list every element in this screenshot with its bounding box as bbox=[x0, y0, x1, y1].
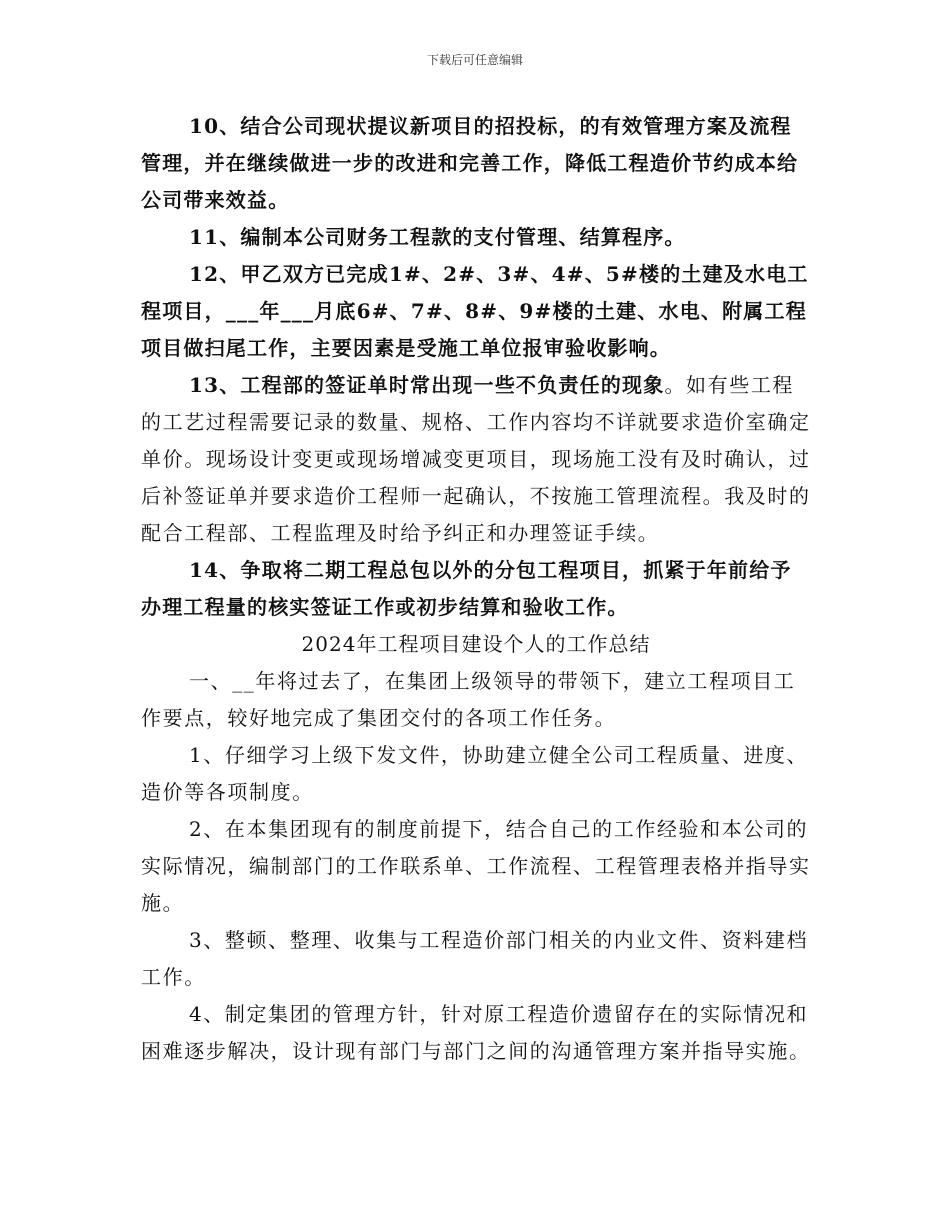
paragraph-item-13-rest: 。如有些工程的工艺过程需要记录的数量、规格、工作内容均不详就要求造价室确定单价。现场设计变更或现场增减变更项目，现场施工没有及时确认，过后补签证单并要求造价工程师一起确认，不按施工管理流程。我及时的配合工程部、工程监理及时给予纠正和办理签证手续。 bbox=[141, 373, 811, 545]
section-item-4: 4、制定集团的管理方针，针对原工程造价遗留存在的实际情况和困难逐步解决，设计现有部门与部门之间的沟通管理方案并指导实施。 bbox=[141, 1002, 811, 1063]
paragraph-item-10: 10、结合公司现状提议新项目的招投标，的有效管理方案及流程管理，并在继续做进一步的改进和完善工作，降低工程造价节约成本给公司带来效益。 bbox=[141, 114, 799, 212]
document-body bbox=[141, 108, 811, 1070]
paragraph-item-12: 12、甲乙双方已完成1#、2#、3#、4#、5#楼的土建及水电工程项目，___年___月底6#、7#、8#、9#楼的土建、水电、附属工程项目做扫尾工作，主要因素是受施工单位报审验收影响。 bbox=[141, 262, 809, 360]
page-header: 下载后可任意编辑 bbox=[426, 53, 523, 67]
paragraph-item-11: 11、编制本公司财务工程款的支付管理、结算程序。 bbox=[189, 225, 686, 249]
section-title: 2024年工程项目建设个人的工作总结 bbox=[301, 632, 651, 656]
paragraph-item-13-bold: 13、工程部的签证单时常出现一些不负责任的现象 bbox=[189, 373, 665, 397]
section-item-1: 1、仔细学习上级下发文件，协助建立健全公司工程质量、进度、造价等各项制度。 bbox=[141, 743, 809, 804]
paragraph-item-13 bbox=[141, 367, 811, 552]
section-item-2: 2、在本集团现有的制度前提下，结合自己的工作经验和本公司的实际情况，编制部门的工作联系单、工作流程、工程管理表格并指导实施。 bbox=[141, 817, 811, 915]
section-intro: 一、__年将过去了，在集团上级领导的带领下，建立工程项目工作要点，较好地完成了集团交付的各项工作任务。 bbox=[141, 669, 796, 730]
paragraph-item-14: 14、争取将二期工程总包以外的分包工程项目，抓紧于年前给予办理工程量的核实签证工作或初步结算和验收工作。 bbox=[141, 558, 792, 619]
section-item-3: 3、整顿、整理、收集与工程造价部门相关的内业文件、资料建档工作。 bbox=[141, 928, 809, 989]
